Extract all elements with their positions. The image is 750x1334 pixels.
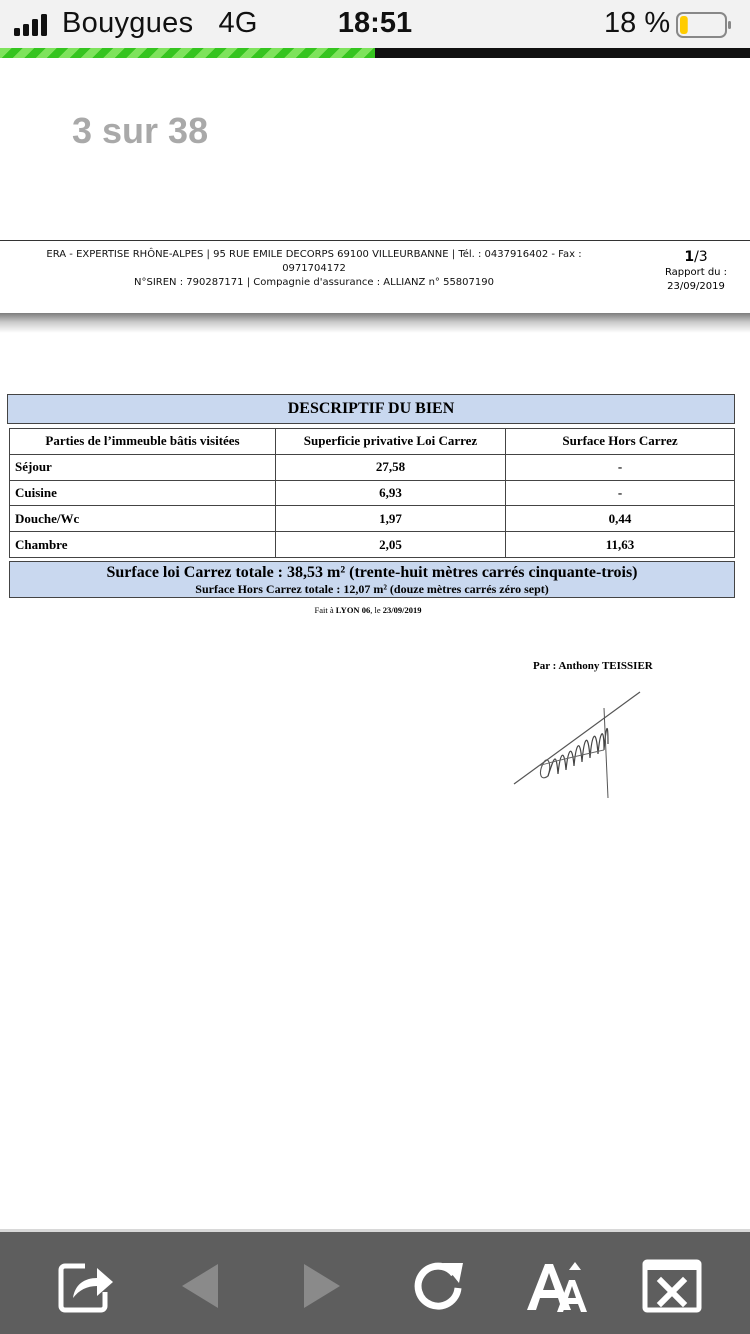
battery-level [680,16,688,34]
section-title: DESCRIPTIF DU BIEN [7,394,735,424]
battery-icon [676,12,732,38]
back-button[interactable] [168,1254,232,1318]
table-row [10,454,735,480]
total-hors-carrez: Surface Hors Carrez totale : 12,07 m² (douze mètres carrés zéro sept) [195,582,549,596]
made-date: 23/09/2019 [382,605,422,615]
hors-carrez-surface: - [506,454,735,480]
carrez-surface: 1,97 [276,506,506,532]
report-date-label: Rapport du : [664,267,728,278]
totals-box [9,561,735,598]
page-separator [0,313,750,333]
column-header-rooms: Parties de l’immeuble bâtis visitées [10,429,276,455]
reload-icon [409,1257,467,1315]
signatory: Par : Anthony TEISSIER [533,660,653,672]
hors-carrez-surface: 11,63 [506,532,735,558]
network-type: 4G [218,7,258,39]
table-header-row [10,429,735,455]
report-date: 23/09/2019 [667,281,725,292]
room-name: Douche/Wc [10,506,276,532]
signature-image [508,688,648,804]
made-prefix: Fait à [314,605,336,615]
made-mid: , le [370,605,383,615]
company-address: ERA - EXPERTISE RHÔNE-ALPES | 95 RUE EMILE DECORPS 69100 VILLEURBANNE | Tél. : 0437916402 - Fax : 0971704172 [46,249,582,274]
battery-percentage: 18 % [604,7,671,39]
share-icon [57,1258,115,1314]
progress-fill [0,48,375,58]
back-arrow-icon [178,1262,222,1310]
reload-button[interactable] [406,1254,470,1318]
table-row [10,532,735,558]
forward-button[interactable] [290,1254,354,1318]
close-window-button[interactable] [640,1254,704,1318]
hors-carrez-surface: - [506,480,735,506]
page-counter: 3 sur 38 [72,110,209,151]
page-current: 1 [684,249,695,265]
company-info [14,248,614,290]
text-size-icon [525,1258,587,1314]
room-name: Séjour [10,454,276,480]
clock: 18:51 [337,7,413,39]
hors-carrez-surface: 0,44 [506,506,735,532]
room-name: Chambre [10,532,276,558]
table-row [10,506,735,532]
status-bar [0,0,750,48]
carrez-surface: 27,58 [276,454,506,480]
document-header [0,240,750,312]
share-button[interactable] [54,1254,118,1318]
total-carrez: Surface loi Carrez totale : 38,53 m² (trente-huit mètres carrés cinquante-trois) [106,564,638,581]
text-size-button[interactable] [524,1254,588,1318]
made-city: LYON 06 [335,605,371,615]
made-at-line [0,605,736,615]
column-header-carrez: Superficie privative Loi Carrez [276,429,506,455]
report-page-info [656,249,736,294]
page-load-progress [0,48,750,58]
carrier-label: Bouygues [62,7,194,39]
surface-table [9,428,735,558]
column-header-hors-carrez: Surface Hors Carrez [506,429,735,455]
company-registration: N°SIREN : 790287171 | Compagnie d'assurance : ALLIANZ n° 55807190 [134,277,494,288]
table-row [10,480,735,506]
report-page-number [656,249,736,266]
carrez-surface: 6,93 [276,480,506,506]
carrez-surface: 2,05 [276,532,506,558]
forward-arrow-icon [300,1262,344,1310]
bottom-toolbar [0,1229,750,1334]
page-total: /3 [694,249,708,265]
room-name: Cuisine [10,480,276,506]
close-window-icon [642,1259,702,1313]
